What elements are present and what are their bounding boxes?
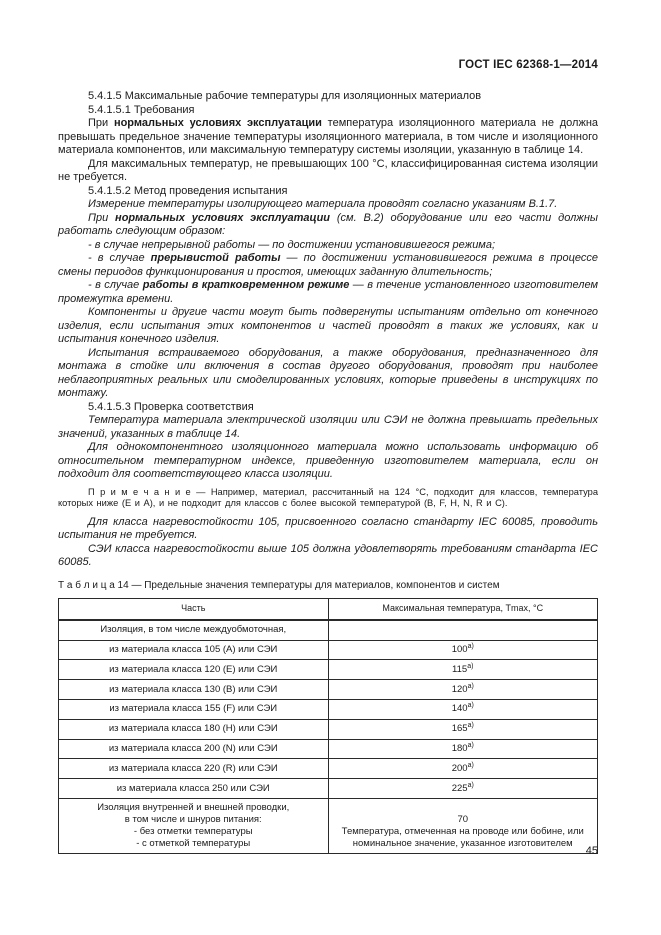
paragraph-single-component: Для однокомпонентного изоляционного материала можно использовать информацию об относительном температурном индексе, приведенную изготовителем материала, если он подходит для соответствующего класса изоляции.: [58, 441, 598, 480]
paragraph-compliance: Температура материала электрической изоляции или СЭИ не должна превышать предельных значений, указанных в таблице 14.: [58, 414, 598, 440]
list-item-intermittent: - в случае прерывистой работы — по достижении установившегося режима в процессе смены периодов функционирования и простоя, имеющих заданную длительность;: [58, 252, 598, 278]
paragraph-max-temp: Для максимальных температур, не превышающих 100 °С, классифицированная система изоляции не требуется.: [58, 157, 598, 183]
paragraph-requirements: При нормальных условиях эксплуатации температура изоляционного материала не должна превышать предельное значение температуры изоляционного материала, в том числе и изоляционного материала компонентов, или максимальную температуру системы изоляции, указанную в таблице 14.: [58, 117, 599, 156]
cell-temperature: 115$^{а)}$: [328, 660, 598, 680]
table-row: [59, 719, 598, 739]
cell-temperature: 140$^{а)}$: [328, 699, 598, 719]
paragraph-eis-above-105: СЭИ класса нагревостойкости выше 105 должна удовлетворять требованиям стандарта IEC 60085.: [58, 542, 598, 568]
cell-part: из материала класса 250 или СЭИ: [59, 779, 329, 799]
footnote-marker: а): [467, 682, 474, 690]
cell-part: Изоляция, в том числе междуобмоточная,: [59, 620, 329, 640]
column-header-temperature: Максимальная температура, Тmax, °С: [328, 599, 598, 620]
list-item-continuous: - в случае непрерывной работы — по достижении установившегося режима;: [88, 238, 496, 251]
cell-temperature: 180$^{а)}$: [328, 739, 598, 759]
paragraphs-container: [58, 90, 598, 570]
table-row: [59, 739, 598, 759]
temperature-limits-table: [58, 598, 598, 854]
cell-temperature: 165$^{а)}$: [328, 719, 598, 739]
footnote-marker: а): [467, 662, 474, 670]
cell-line: - без отметки температуры: [133, 826, 253, 838]
table-header-row: [59, 599, 598, 620]
footnote-marker: а): [467, 642, 474, 650]
cell-temperature: 120$^{а)}$: [328, 680, 598, 700]
table-caption: Т а б л и ц а 14 — Предельные значения температуры для материалов, компонентов и систем: [58, 579, 500, 591]
table-row: [59, 759, 598, 779]
cell-part: из материала класса 120 (E) или СЭИ: [59, 660, 329, 680]
cell-temperature: [328, 620, 598, 640]
column-header-part: Часть: [59, 599, 329, 620]
list-item-short-time: - в случае работы в кратковременном режиме — в течение установленного изготовителем промежутка времени.: [58, 279, 598, 305]
footnote-marker: а): [467, 761, 474, 769]
footnote-marker: а): [467, 781, 474, 789]
cell-temperature: 100$^{а)}$: [328, 640, 598, 660]
cell-temperature: [328, 798, 598, 853]
table-row: [59, 699, 598, 719]
cell-part: из материала класса 200 (N) или СЭИ: [59, 739, 329, 759]
cell-line: - с отметкой температуры: [136, 837, 251, 849]
table-body: [59, 620, 598, 854]
table-row: [59, 779, 598, 799]
table-row: [59, 640, 598, 660]
paragraph-components: Компоненты и другие части могут быть подвергнуты испытаниям отдельно от конечного изделия, если испытания этих компонентов и частей проводят в таких же условиях, как и испытания конечного изделия.: [58, 306, 598, 345]
cell-part: из материала класса 130 (B) или СЭИ: [59, 680, 329, 700]
section-heading-54152: 5.4.1.5.2 Метод проведения испытания: [88, 184, 288, 197]
paragraph-measurement: Измерение температуры изолирующего материала проводят согласно указаниям В.1.7.: [88, 198, 558, 210]
cell-line: 70: [457, 814, 469, 826]
section-heading-54153: 5.4.1.5.3 Проверка соответствия: [88, 400, 254, 413]
cell-part: из материала класса 220 (R) или СЭИ: [59, 759, 329, 779]
section-heading-54151: 5.4.1.5.1 Требования: [88, 103, 195, 116]
cell-part: из материала класса 180 (H) или СЭИ: [59, 719, 329, 739]
paragraph-built-in: Испытания встраиваемого оборудования, а также оборудования, предназначенного для монтажа в стойке или включения в состав другого оборудования, проводят при наиболее неблагоприятных реальных или смоделированных условиях, которые приведены в инструкциях по монтажу.: [58, 346, 598, 399]
cell-part: [59, 798, 329, 853]
cell-temperature: 200$^{а)}$: [328, 759, 598, 779]
cell-line: в том числе и шнуров питания:: [124, 814, 262, 826]
page-number: 45: [585, 845, 598, 857]
paragraph-normal-conditions: При нормальных условиях эксплуатации (см. В.2) оборудование или его части должны работать следующим образом:: [58, 211, 598, 237]
table-row: [59, 620, 598, 640]
cell-line: Температура, отмеченная на проводе или бобине, или номинальное значение, указанное изготовителем: [341, 826, 584, 849]
cell-part: из материала класса 105 (A) или СЭИ: [59, 640, 329, 660]
cell-line: Изоляция внутренней и внешней проводки,: [97, 802, 290, 814]
footnote-marker: а): [467, 741, 474, 749]
standard-code-header: ГОСТ IEC 62368-1—2014: [458, 59, 598, 71]
cell-part: из материала класса 155 (F) или СЭИ: [59, 699, 329, 719]
table-row: [59, 680, 598, 700]
document-body: [58, 90, 598, 854]
section-heading-5415: 5.4.1.5 Максимальные рабочие температуры для изоляционных материалов: [88, 90, 482, 102]
paragraph-class-105: Для класса нагревостойкости 105, присвоенного согласно стандарту IEC 60085, проводить испытания не требуется.: [58, 515, 598, 541]
cell-temperature: 225$^{а)}$: [328, 779, 598, 799]
table-header: [59, 599, 598, 620]
table-row: [59, 798, 598, 853]
footnote-marker: а): [467, 722, 474, 730]
table-row: [59, 660, 598, 680]
note: П р и м е ч а н и е — Например, материал, рассчитанный на 124 °С, подходит для классов, температура которых ниже (Е и А), и не подходит для классов с более высокой температурой (В, F, Н, N, R и С).: [58, 486, 598, 508]
footnote-marker: а): [467, 702, 474, 710]
